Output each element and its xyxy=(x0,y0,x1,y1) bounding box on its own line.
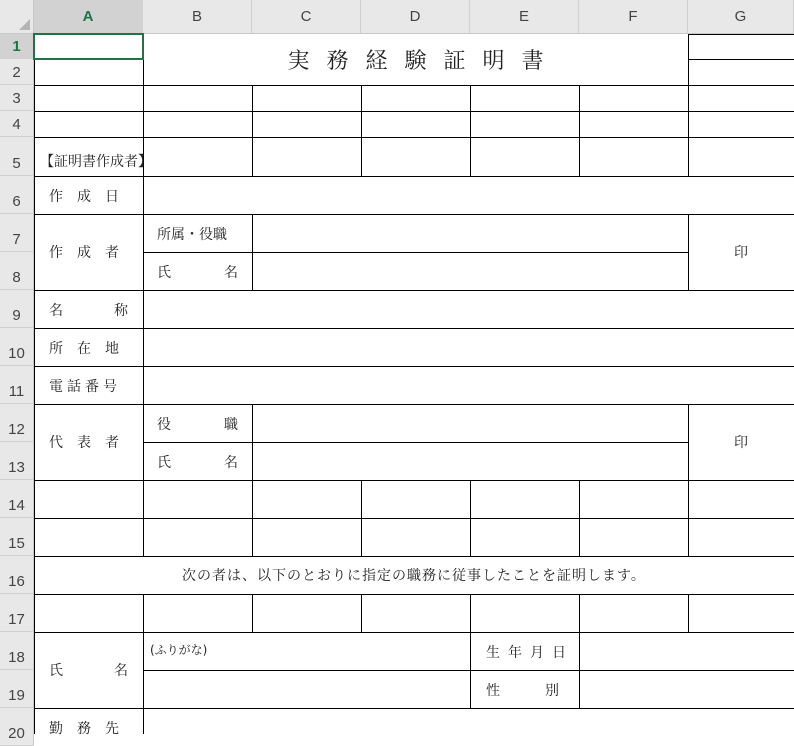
date-label: 作成日 xyxy=(49,189,133,205)
address-label: 所在地 xyxy=(49,341,133,357)
row-header-4[interactable]: 4 xyxy=(0,111,34,137)
row-header-8[interactable]: 8 xyxy=(0,252,34,290)
column-header-d[interactable]: D xyxy=(361,0,470,34)
row-header-3[interactable]: 3 xyxy=(0,85,34,111)
row-header-15[interactable]: 15 xyxy=(0,518,34,556)
row-header-7[interactable]: 7 xyxy=(0,214,34,252)
affiliation-label: 所属・役職 xyxy=(157,227,227,243)
row-header-11[interactable]: 11 xyxy=(0,366,34,404)
column-header-f[interactable]: F xyxy=(579,0,688,34)
birthdate-label: 生年月日 xyxy=(486,645,574,661)
row-header-20[interactable]: 20 xyxy=(0,708,34,746)
row-header-16[interactable]: 16 xyxy=(0,556,34,594)
creator-label: 作成者 xyxy=(49,245,133,261)
phone-label: 電話番号 xyxy=(49,379,121,395)
furigana-label: (ふりがな) xyxy=(150,643,208,657)
position-label: 役職 xyxy=(157,417,291,433)
select-all-corner[interactable] xyxy=(0,0,34,34)
active-cell-a1[interactable] xyxy=(33,33,144,60)
row-header-17[interactable]: 17 xyxy=(0,594,34,632)
creator-seal-mark: 印 xyxy=(734,245,748,261)
applicant-name-label: 氏名 xyxy=(49,663,179,679)
representative-name-label: 氏名 xyxy=(157,455,291,471)
certification-statement: 次の者は、以下のとおりに指定の職務に従事したことを証明します。 xyxy=(182,568,646,584)
column-header-c[interactable]: C xyxy=(252,0,361,34)
org-name-label: 名称 xyxy=(49,303,179,319)
row-header-10[interactable]: 10 xyxy=(0,328,34,366)
representative-label: 代表者 xyxy=(49,435,133,451)
gender-label: 性別 xyxy=(486,683,604,699)
row-header-2[interactable]: 2 xyxy=(0,59,34,85)
workplace-label: 勤務先 xyxy=(49,721,133,737)
creator-section-heading: 【証明書作成者】 xyxy=(40,154,152,170)
row-header-6[interactable]: 6 xyxy=(0,176,34,214)
column-header-a[interactable]: A xyxy=(34,0,143,34)
select-all-triangle-icon xyxy=(19,19,30,30)
row-header-14[interactable]: 14 xyxy=(0,480,34,518)
row-header-5[interactable]: 5 xyxy=(0,137,34,176)
row-header-13[interactable]: 13 xyxy=(0,442,34,480)
row-header-18[interactable]: 18 xyxy=(0,632,34,670)
column-header-e[interactable]: E xyxy=(470,0,579,34)
column-header-b[interactable]: B xyxy=(143,0,252,34)
row-header-12[interactable]: 12 xyxy=(0,404,34,442)
row-header-1[interactable]: 1 xyxy=(0,34,34,59)
column-header-g[interactable]: G xyxy=(688,0,794,34)
row-header-19[interactable]: 19 xyxy=(0,670,34,708)
row-header-9[interactable]: 9 xyxy=(0,290,34,328)
creator-name-label: 氏名 xyxy=(157,265,291,281)
document-title: 実務経験証明書 xyxy=(287,49,561,74)
representative-seal-mark: 印 xyxy=(734,435,748,451)
